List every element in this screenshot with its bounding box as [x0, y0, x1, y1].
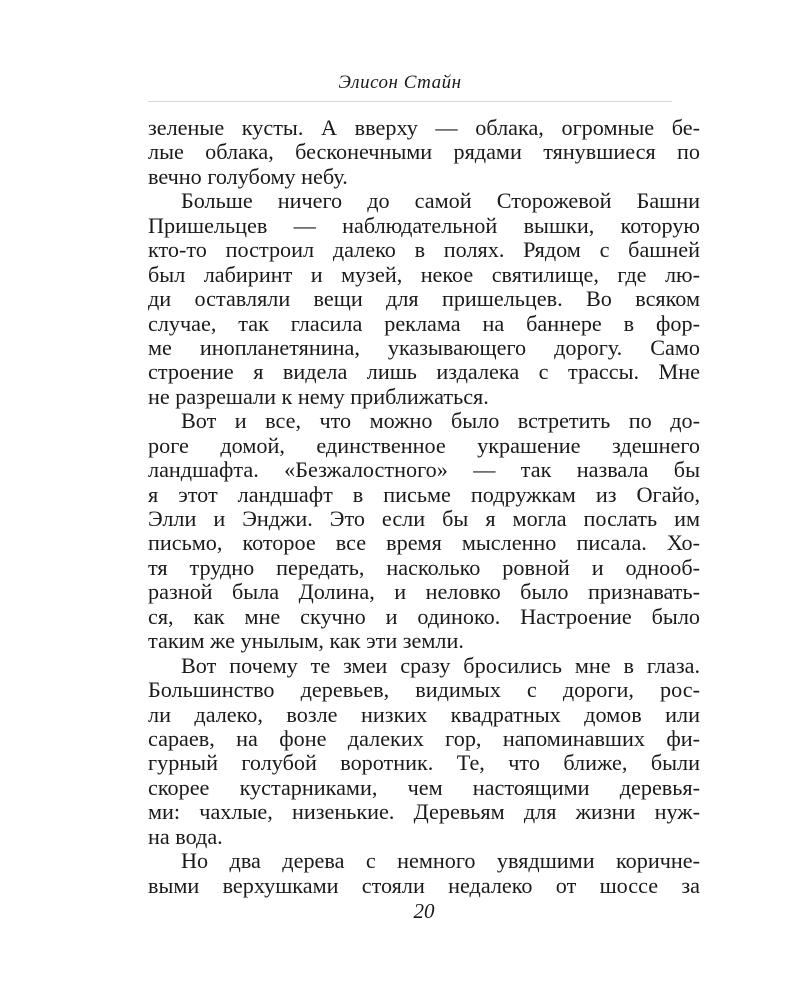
text-line: разной была Долина, и неловко было признавать- [148, 580, 700, 605]
page-number: 20 [413, 899, 435, 923]
text-line: строение я видела лишь издалека с трассы. Мне [148, 360, 700, 385]
text-line: был лабиринт и музей, некое святилище, где лю- [148, 262, 700, 287]
text-line: случае, так гласила реклама на баннере в фор- [148, 311, 700, 336]
text-line: я этот ландшафт в письме подружкам из Огайо, [148, 482, 700, 507]
text-line: скорее кустарниками, чем настоящими деревья- [148, 775, 700, 800]
text-line: кто-то построил далеко в полях. Рядом с башней [148, 238, 700, 263]
text-line: таким же унылым, как эти земли. [148, 629, 464, 654]
text-line: лые облака, бесконечными рядами тянувшиеся по [148, 140, 700, 165]
text-line: Вот и все, что можно было встретить по до- [181, 409, 700, 434]
text-line: Но два дерева с немного увядшими коричне- [181, 849, 700, 874]
text-line: ландшафта. «Безжалостного» — так назвала бы [148, 458, 700, 483]
text-line: на вода. [148, 824, 223, 849]
text-line: ли далеко, возле низких квадратных домов или [148, 702, 700, 727]
text-line: гурный голубой воротник. Те, что ближе, были [148, 751, 700, 776]
page-body [148, 116, 700, 898]
text-line: Вот почему те змеи сразу бросились мне в глаза. [181, 653, 700, 678]
header-divider [148, 101, 672, 102]
text-line: ди оставляли вещи для пришельцев. Во всяком [148, 287, 700, 312]
running-header: Элисон Стайн [338, 72, 462, 93]
text-line: Больше ничего до самой Сторожевой Башни [181, 189, 700, 214]
text-line: роге домой, единственное украшение здешнего [148, 433, 700, 458]
text-line: зеленые кусты. А вверху — облака, огромные бе- [148, 116, 700, 140]
text-line: Пришельцев — наблюдательной вышки, которую [148, 213, 700, 238]
text-line: письмо, которое все время мысленно писала. Хо- [148, 531, 700, 556]
text-line: вечно голубому небу. [148, 164, 348, 189]
text-line: ме инопланетянина, указывающего дорогу. Само [148, 335, 700, 360]
text-line: тя трудно передать, насколько ровной и однооб- [148, 555, 700, 580]
text-line: сараев, на фоне далеких гор, напоминавших фи- [148, 726, 700, 751]
text-line: не разрешали к нему приближаться. [148, 384, 489, 409]
text-line: Большинство деревьев, видимых с дороги, рос- [148, 678, 700, 703]
text-line: ми: чахлые, низенькие. Деревьям для жизни нуж- [148, 800, 700, 825]
text-line: выми верхушками стояли недалеко от шоссе за [148, 873, 700, 898]
text-line: Элли и Энджи. Это если бы я могла послать им [148, 507, 700, 531]
text-line: ся, как мне скучно и одиноко. Настроение было [148, 604, 700, 629]
